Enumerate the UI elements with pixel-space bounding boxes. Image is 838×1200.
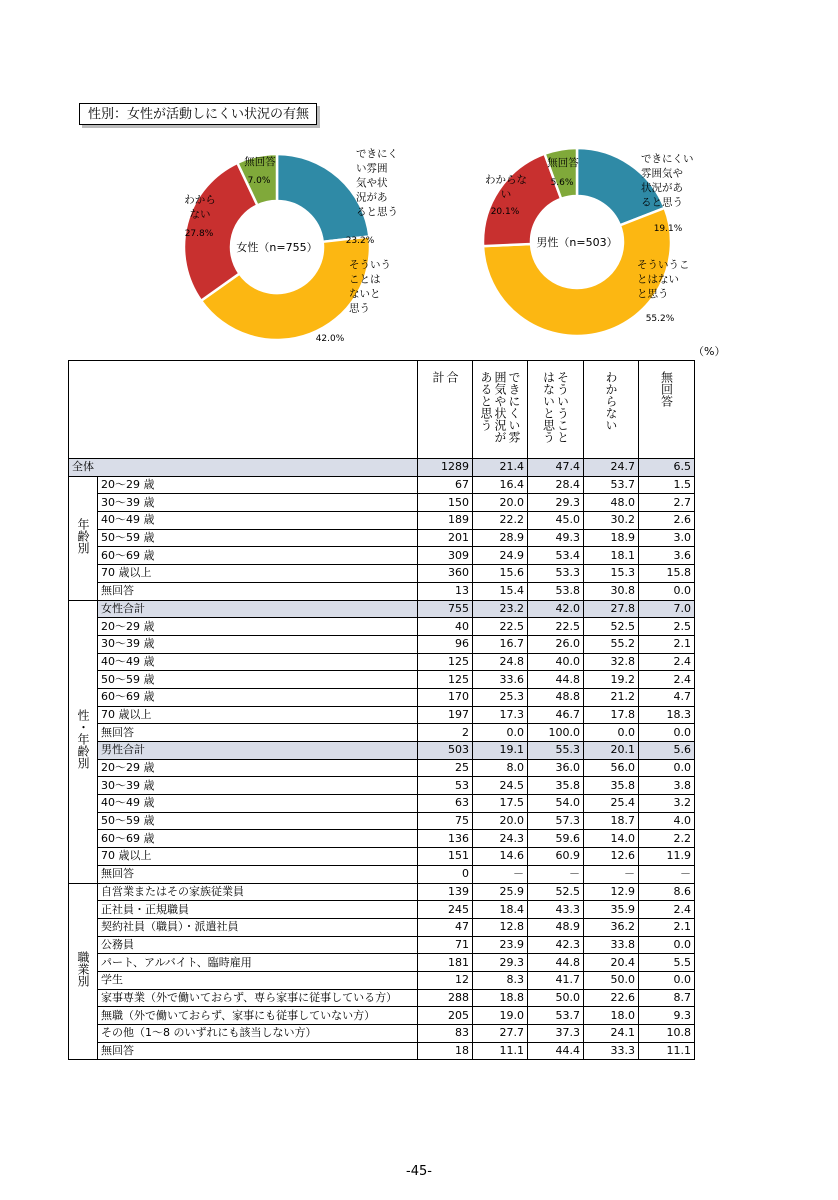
table-cell: 53.4 <box>528 547 584 565</box>
donut-female <box>184 148 398 344</box>
table-cell: － <box>528 865 584 883</box>
table-cell: 8.7 <box>639 989 695 1007</box>
table-cell: 30.2 <box>584 512 639 530</box>
group-label: 年齢別 <box>69 476 98 600</box>
table-cell: 52.5 <box>528 883 584 901</box>
row-label: 20～29 歳 <box>98 476 418 494</box>
table-cell: 8.3 <box>473 971 528 989</box>
table-cell: 47.4 <box>528 459 584 477</box>
row-label: 無回答 <box>98 582 418 600</box>
table-row <box>69 901 695 919</box>
table-cell: 53.7 <box>528 1007 584 1025</box>
table-cell: 2.2 <box>639 830 695 848</box>
table-cell: 60.9 <box>528 848 584 866</box>
table-cell: 23.9 <box>473 936 528 954</box>
table-cell: 360 <box>418 565 473 583</box>
table-row <box>69 529 695 547</box>
table-row <box>69 635 695 653</box>
row-label: 学生 <box>98 971 418 989</box>
table-cell: 56.0 <box>584 759 639 777</box>
table-cell: 14.0 <box>584 830 639 848</box>
slice-percent: 20.1% <box>490 207 520 217</box>
table-cell: 2.6 <box>639 512 695 530</box>
table-cell: 46.7 <box>528 706 584 724</box>
row-label: 自営業またはその家族従業員 <box>98 883 418 901</box>
table-row <box>69 600 695 618</box>
table-row <box>69 883 695 901</box>
header-blank <box>69 361 418 459</box>
table-cell: － <box>584 865 639 883</box>
table-cell: 503 <box>418 742 473 760</box>
table-cell: 19.0 <box>473 1007 528 1025</box>
row-label: 無回答 <box>98 724 418 742</box>
table-cell: 53 <box>418 777 473 795</box>
table-row <box>69 795 695 813</box>
table-cell: 30.8 <box>584 582 639 600</box>
row-label: 50～59 歳 <box>98 812 418 830</box>
table-cell: 27.7 <box>473 1025 528 1043</box>
row-label: 無回答 <box>98 1042 418 1060</box>
table-cell: 37.3 <box>528 1025 584 1043</box>
table-cell: 20.1 <box>584 742 639 760</box>
table-cell: 18.0 <box>584 1007 639 1025</box>
table-cell: 40 <box>418 618 473 636</box>
table-cell: 36.2 <box>584 918 639 936</box>
table-cell: 24.9 <box>473 547 528 565</box>
table-cell: 33.8 <box>584 936 639 954</box>
table-cell: 67 <box>418 476 473 494</box>
table-row <box>69 742 695 760</box>
table-cell: 3.6 <box>639 547 695 565</box>
table-cell: 3.2 <box>639 795 695 813</box>
table-row <box>69 476 695 494</box>
table-cell: 125 <box>418 653 473 671</box>
table-cell: 2.4 <box>639 901 695 919</box>
table-cell: 24.5 <box>473 777 528 795</box>
table-cell: 18.4 <box>473 901 528 919</box>
table-row <box>69 1042 695 1060</box>
column-header: そういうこと はないと思う <box>528 361 584 459</box>
table-cell: 11.1 <box>473 1042 528 1060</box>
table-cell: 0.0 <box>639 936 695 954</box>
table-cell: 33.3 <box>584 1042 639 1060</box>
table-cell: 11.9 <box>639 848 695 866</box>
table-cell: 15.8 <box>639 565 695 583</box>
slice-percent: 55.2% <box>645 314 675 324</box>
row-label: 女性合計 <box>98 600 418 618</box>
slice-label: 無回答 <box>547 157 579 169</box>
table-row <box>69 1007 695 1025</box>
table-cell: 75 <box>418 812 473 830</box>
table-cell: 2.1 <box>639 918 695 936</box>
slice-label: できにくい雰囲気や状況があると思う <box>356 148 398 218</box>
slice-label: わからない <box>184 194 216 221</box>
table-cell: 0 <box>418 865 473 883</box>
table-cell: 17.5 <box>473 795 528 813</box>
table-cell: 53.8 <box>528 582 584 600</box>
row-label: 無回答 <box>98 865 418 883</box>
table-cell: 19.2 <box>584 671 639 689</box>
table-cell: 42.0 <box>528 600 584 618</box>
table-cell: 0.0 <box>639 971 695 989</box>
table-cell: 4.7 <box>639 688 695 706</box>
table-cell: 41.7 <box>528 971 584 989</box>
table-cell: 24.8 <box>473 653 528 671</box>
table-cell: 55.2 <box>584 635 639 653</box>
table-cell: 27.8 <box>584 600 639 618</box>
table-cell: 16.7 <box>473 635 528 653</box>
table-cell: 13 <box>418 582 473 600</box>
table-cell: 36.0 <box>528 759 584 777</box>
table-cell: 14.6 <box>473 848 528 866</box>
slice-label: わからない <box>485 174 527 201</box>
table-cell: 0.0 <box>639 724 695 742</box>
table-cell: 12.6 <box>584 848 639 866</box>
table-cell: 150 <box>418 494 473 512</box>
figure-title: 性別：女性が活動しにくい状況の有無 <box>79 103 317 125</box>
table-cell: 22.5 <box>528 618 584 636</box>
table-cell: 63 <box>418 795 473 813</box>
table-cell: 3.8 <box>639 777 695 795</box>
table-cell: 205 <box>418 1007 473 1025</box>
table-cell: 44.8 <box>528 671 584 689</box>
table-cell: 10.8 <box>639 1025 695 1043</box>
table-cell: 50.0 <box>528 989 584 1007</box>
table-cell: 100.0 <box>528 724 584 742</box>
table-cell: 53.7 <box>584 476 639 494</box>
table-cell: 52.5 <box>584 618 639 636</box>
table-cell: 15.6 <box>473 565 528 583</box>
slice-percent: 5.6% <box>550 178 574 188</box>
table-cell: 29.3 <box>528 494 584 512</box>
donut-center-label: 男性（n=503） <box>536 236 618 249</box>
table-cell: 71 <box>418 936 473 954</box>
table-cell: 1.5 <box>639 476 695 494</box>
row-label: 男性合計 <box>98 742 418 760</box>
row-label: 40～49 歳 <box>98 795 418 813</box>
row-label: 30～39 歳 <box>98 494 418 512</box>
table-row <box>69 653 695 671</box>
table-cell: 17.8 <box>584 706 639 724</box>
donut-male <box>483 148 694 336</box>
row-label: パート、アルバイト、臨時雇用 <box>98 954 418 972</box>
table-cell: 0.0 <box>639 759 695 777</box>
slice-percent: 19.1% <box>653 224 683 234</box>
donut-charts <box>0 0 838 360</box>
table-row <box>69 565 695 583</box>
table-cell: 12.8 <box>473 918 528 936</box>
row-label: 家事専業（外で働いておらず、専ら家事に従事している方） <box>98 989 418 1007</box>
table-cell: 54.0 <box>528 795 584 813</box>
table-row <box>69 989 695 1007</box>
table-row-total <box>69 459 695 477</box>
table-cell: 48.0 <box>584 494 639 512</box>
table-cell: 2.4 <box>639 653 695 671</box>
page-number: -45- <box>406 1164 432 1179</box>
table-cell: 2 <box>418 724 473 742</box>
table-cell: 15.4 <box>473 582 528 600</box>
table-cell: 55.3 <box>528 742 584 760</box>
table-cell: 24.7 <box>584 459 639 477</box>
table-cell: 23.2 <box>473 600 528 618</box>
table-cell: 16.4 <box>473 476 528 494</box>
row-label: 60～69 歳 <box>98 830 418 848</box>
table-cell: 22.5 <box>473 618 528 636</box>
table-cell: 57.3 <box>528 812 584 830</box>
table-row <box>69 971 695 989</box>
row-label: 70 歳以上 <box>98 706 418 724</box>
table-cell: － <box>639 865 695 883</box>
row-label: 50～59 歳 <box>98 529 418 547</box>
group-label: 職業別 <box>69 883 98 1060</box>
row-label: 70 歳以上 <box>98 848 418 866</box>
table-cell: 28.4 <box>528 476 584 494</box>
table-cell: 8.0 <box>473 759 528 777</box>
column-header: できにくい雰 囲気や状況が あると思う <box>473 361 528 459</box>
row-label: 全体 <box>69 459 418 477</box>
table-cell: 12.9 <box>584 883 639 901</box>
table-row <box>69 494 695 512</box>
table-cell: 35.8 <box>528 777 584 795</box>
table-cell: 24.3 <box>473 830 528 848</box>
table-cell: 170 <box>418 688 473 706</box>
table-cell: 25.4 <box>584 795 639 813</box>
row-label: 公務員 <box>98 936 418 954</box>
table-cell: 5.6 <box>639 742 695 760</box>
table-cell: 0.0 <box>639 582 695 600</box>
table-cell: 18 <box>418 1042 473 1060</box>
table-cell: 18.7 <box>584 812 639 830</box>
table-cell: 139 <box>418 883 473 901</box>
slice-label: そういうことはないと思う <box>637 259 690 300</box>
table-cell: 151 <box>418 848 473 866</box>
table-cell: 48.8 <box>528 688 584 706</box>
table-cell: 32.8 <box>584 653 639 671</box>
table-cell: 59.6 <box>528 830 584 848</box>
table-cell: 96 <box>418 635 473 653</box>
table-header-row <box>69 361 695 459</box>
table-cell: 20.0 <box>473 494 528 512</box>
table-row <box>69 954 695 972</box>
slice-percent: 27.8% <box>184 229 214 239</box>
row-label: 30～39 歳 <box>98 777 418 795</box>
table-cell: 201 <box>418 529 473 547</box>
table-cell: 125 <box>418 671 473 689</box>
data-table <box>68 360 695 1060</box>
table-cell: － <box>473 865 528 883</box>
row-label: 30～39 歳 <box>98 635 418 653</box>
table-row <box>69 706 695 724</box>
table-cell: 1289 <box>418 459 473 477</box>
table-cell: 288 <box>418 989 473 1007</box>
table-cell: 136 <box>418 830 473 848</box>
table-cell: 44.4 <box>528 1042 584 1060</box>
table-row <box>69 918 695 936</box>
table-cell: 189 <box>418 512 473 530</box>
table-row <box>69 582 695 600</box>
table-cell: 18.9 <box>584 529 639 547</box>
table-cell: 48.9 <box>528 918 584 936</box>
table-row <box>69 812 695 830</box>
row-label: 70 歳以上 <box>98 565 418 583</box>
table-cell: 18.1 <box>584 547 639 565</box>
table-cell: 33.6 <box>473 671 528 689</box>
group-label: 性・年齢別 <box>69 600 98 883</box>
row-label: その他（1～8 のいずれにも該当しない方） <box>98 1025 418 1043</box>
slice-label: 無回答 <box>244 156 276 168</box>
table-cell: 5.5 <box>639 954 695 972</box>
row-label: 60～69 歳 <box>98 688 418 706</box>
table-cell: 2.7 <box>639 494 695 512</box>
table-row <box>69 547 695 565</box>
row-label: 40～49 歳 <box>98 653 418 671</box>
table-cell: 2.4 <box>639 671 695 689</box>
table-row <box>69 848 695 866</box>
table-cell: 0.0 <box>584 724 639 742</box>
table-row <box>69 724 695 742</box>
row-label: 契約社員（職員）・派遣社員 <box>98 918 418 936</box>
table-row <box>69 1025 695 1043</box>
row-label: 20～29 歳 <box>98 759 418 777</box>
table-cell: 4.0 <box>639 812 695 830</box>
table-cell: 83 <box>418 1025 473 1043</box>
table-cell: 19.1 <box>473 742 528 760</box>
slice-percent: 7.0% <box>247 176 271 186</box>
table-row <box>69 618 695 636</box>
table-cell: 25 <box>418 759 473 777</box>
table-cell: 35.9 <box>584 901 639 919</box>
slice-label: そういうことはないと思う <box>349 259 391 315</box>
table-cell: 25.9 <box>473 883 528 901</box>
table-cell: 755 <box>418 600 473 618</box>
table-cell: 28.9 <box>473 529 528 547</box>
table-cell: 20.4 <box>584 954 639 972</box>
table-cell: 40.0 <box>528 653 584 671</box>
table-cell: 44.8 <box>528 954 584 972</box>
table-cell: 309 <box>418 547 473 565</box>
row-label: 50～59 歳 <box>98 671 418 689</box>
table-cell: 43.3 <box>528 901 584 919</box>
table-cell: 20.0 <box>473 812 528 830</box>
table-cell: 245 <box>418 901 473 919</box>
table-cell: 18.8 <box>473 989 528 1007</box>
table-cell: 29.3 <box>473 954 528 972</box>
row-label: 正社員・正規職員 <box>98 901 418 919</box>
table-cell: 2.5 <box>639 618 695 636</box>
table-cell: 3.0 <box>639 529 695 547</box>
table-cell: 11.1 <box>639 1042 695 1060</box>
table-cell: 21.4 <box>473 459 528 477</box>
table-row <box>69 688 695 706</box>
slice-label: できにくい雰囲気や状況があると思う <box>641 153 694 209</box>
table-row <box>69 759 695 777</box>
table-cell: 7.0 <box>639 600 695 618</box>
slice-percent: 23.2% <box>345 236 375 246</box>
table-row <box>69 512 695 530</box>
table-row <box>69 830 695 848</box>
table-row <box>69 936 695 954</box>
donut-center-label: 女性（n=755） <box>236 241 318 254</box>
table-cell: 22.6 <box>584 989 639 1007</box>
table-cell: 25.3 <box>473 688 528 706</box>
slice-percent: 42.0% <box>315 334 345 344</box>
row-label: 40～49 歳 <box>98 512 418 530</box>
column-header: わからない <box>584 361 639 459</box>
unit-label: （%） <box>693 345 726 358</box>
table-cell: 22.2 <box>473 512 528 530</box>
table-cell: 15.3 <box>584 565 639 583</box>
table-cell: 45.0 <box>528 512 584 530</box>
column-header: 合 計 <box>418 361 473 459</box>
table-cell: 49.3 <box>528 529 584 547</box>
table-cell: 0.0 <box>473 724 528 742</box>
table-cell: 18.3 <box>639 706 695 724</box>
table-cell: 35.8 <box>584 777 639 795</box>
table-row <box>69 865 695 883</box>
table-cell: 2.1 <box>639 635 695 653</box>
table-cell: 21.2 <box>584 688 639 706</box>
table-cell: 181 <box>418 954 473 972</box>
table-cell: 12 <box>418 971 473 989</box>
table-row <box>69 671 695 689</box>
table-cell: 42.3 <box>528 936 584 954</box>
table-cell: 17.3 <box>473 706 528 724</box>
row-label: 20～29 歳 <box>98 618 418 636</box>
table-cell: 53.3 <box>528 565 584 583</box>
row-label: 60～69 歳 <box>98 547 418 565</box>
column-header: 無回答 <box>639 361 695 459</box>
table-cell: 197 <box>418 706 473 724</box>
table-cell: 6.5 <box>639 459 695 477</box>
table-cell: 8.6 <box>639 883 695 901</box>
table-cell: 47 <box>418 918 473 936</box>
table-cell: 26.0 <box>528 635 584 653</box>
table-cell: 24.1 <box>584 1025 639 1043</box>
row-label: 無職（外で働いておらず、家事にも従事していない方） <box>98 1007 418 1025</box>
table-cell: 9.3 <box>639 1007 695 1025</box>
table-cell: 50.0 <box>584 971 639 989</box>
table-row <box>69 777 695 795</box>
